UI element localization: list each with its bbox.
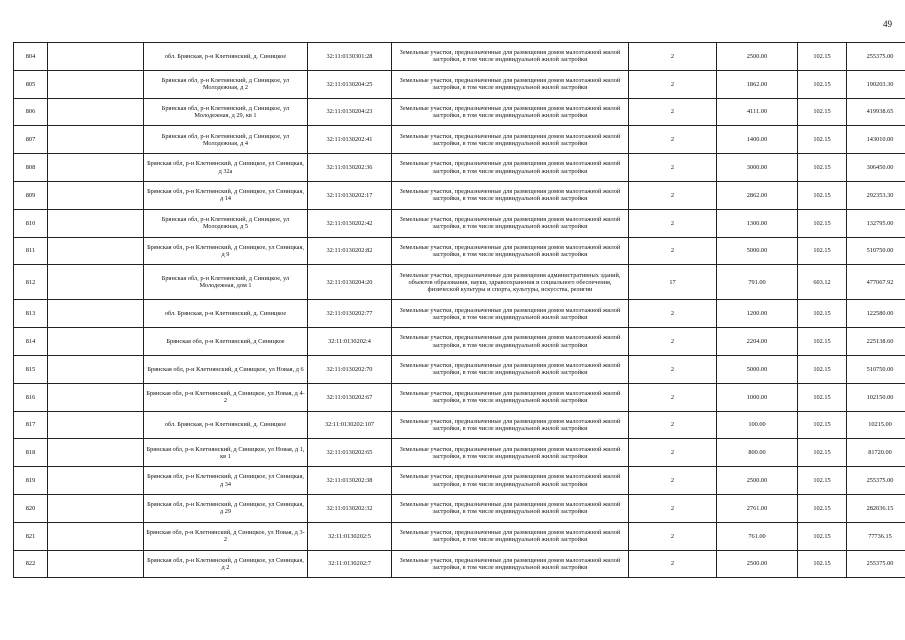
table-row bbox=[14, 237, 905, 265]
area-cell: 100.00 bbox=[717, 411, 798, 439]
address-cell: Брянская обл, р-н Клетнянский, д Синицкое, ул Молодежная, дом 1 bbox=[144, 265, 308, 300]
rate-cell: 102.15 bbox=[798, 467, 847, 495]
address-cell: Брянская обл, р-н Клетнянский, д Синицкое, ул Новая, д 6 bbox=[144, 355, 308, 383]
cadastral-value-cell: 10215.00 bbox=[847, 411, 905, 439]
blank-cell bbox=[48, 70, 144, 98]
row-number-cell: 805 bbox=[14, 70, 48, 98]
group-cell: 2 bbox=[629, 98, 717, 126]
row-number-cell: 811 bbox=[14, 237, 48, 265]
blank-cell bbox=[48, 209, 144, 237]
row-number-cell: 804 bbox=[14, 43, 48, 71]
cadastral-value-cell: 306450.00 bbox=[847, 154, 905, 182]
blank-cell bbox=[48, 550, 144, 578]
row-number-cell: 806 bbox=[14, 98, 48, 126]
blank-cell bbox=[48, 494, 144, 522]
cadastral-number-cell: 32:11:0130204:20 bbox=[308, 265, 392, 300]
blank-cell bbox=[48, 411, 144, 439]
cadastral-number-cell: 32:11:0130202:4 bbox=[308, 328, 392, 356]
group-cell: 2 bbox=[629, 467, 717, 495]
table-row bbox=[14, 300, 905, 328]
blank-cell bbox=[48, 467, 144, 495]
area-cell: 3000.00 bbox=[717, 154, 798, 182]
area-cell: 800.00 bbox=[717, 439, 798, 467]
cadastral-number-cell: 32:11:0130202:107 bbox=[308, 411, 392, 439]
area-cell: 2204.00 bbox=[717, 328, 798, 356]
land-register-table bbox=[13, 42, 905, 578]
row-number-cell: 807 bbox=[14, 126, 48, 154]
blank-cell bbox=[48, 126, 144, 154]
row-number-cell: 808 bbox=[14, 154, 48, 182]
blank-cell bbox=[48, 300, 144, 328]
table-row bbox=[14, 209, 905, 237]
land-use-cell: Земельные участки, предназначенные для размещения домов малоэтажной жилой застройки, в том числе индивидуальной жилой застройки bbox=[392, 126, 629, 154]
row-number-cell: 812 bbox=[14, 265, 48, 300]
address-cell: Брянская обл, р-н Клетнянский, д Синицкое, ул Новая, д 3-2 bbox=[144, 522, 308, 550]
table-row bbox=[14, 98, 905, 126]
rate-cell: 102.15 bbox=[798, 522, 847, 550]
table-row bbox=[14, 43, 905, 71]
table-row bbox=[14, 154, 905, 182]
group-cell: 2 bbox=[629, 43, 717, 71]
cadastral-value-cell: 510750.00 bbox=[847, 355, 905, 383]
blank-cell bbox=[48, 439, 144, 467]
cadastral-number-cell: 32:11:0130301:28 bbox=[308, 43, 392, 71]
rate-cell: 102.15 bbox=[798, 70, 847, 98]
address-cell: обл. Брянская, р-н Клетнянский, д. Синицкое bbox=[144, 300, 308, 328]
blank-cell bbox=[48, 98, 144, 126]
table-row bbox=[14, 383, 905, 411]
row-number-cell: 822 bbox=[14, 550, 48, 578]
area-cell: 1300.00 bbox=[717, 209, 798, 237]
rate-cell: 102.15 bbox=[798, 439, 847, 467]
cadastral-value-cell: 255375.00 bbox=[847, 467, 905, 495]
area-cell: 4111.00 bbox=[717, 98, 798, 126]
table-row bbox=[14, 494, 905, 522]
land-use-cell: Земельные участки, предназначенные для размещения домов малоэтажной жилой застройки, в том числе индивидуальной жилой застройки bbox=[392, 467, 629, 495]
group-cell: 2 bbox=[629, 550, 717, 578]
land-use-cell: Земельные участки, предназначенные для размещения домов малоэтажной жилой застройки, в том числе индивидуальной жилой застройки bbox=[392, 355, 629, 383]
address-cell: Брянская обл, р-н Клетнянский, д Синицкое, ул Новая, д 4-2 bbox=[144, 383, 308, 411]
page-number: 49 bbox=[883, 19, 892, 29]
blank-cell bbox=[48, 355, 144, 383]
table-row bbox=[14, 411, 905, 439]
address-cell: Брянская обл, р-н Клетнянский, д Синицкое, ул Молодежная, д 29, кв 1 bbox=[144, 98, 308, 126]
group-cell: 2 bbox=[629, 181, 717, 209]
rate-cell: 102.15 bbox=[798, 181, 847, 209]
blank-cell bbox=[48, 522, 144, 550]
rate-cell: 102.15 bbox=[798, 126, 847, 154]
table-row bbox=[14, 550, 905, 578]
rate-cell: 102.15 bbox=[798, 209, 847, 237]
address-cell: Брянская обл, р-н Клетнянский, д Синицкое, ул Синицкая, д 9 bbox=[144, 237, 308, 265]
cadastral-value-cell: 190203.30 bbox=[847, 70, 905, 98]
table-row bbox=[14, 181, 905, 209]
address-cell: Брянская обл, р-н Клетнянский, д Синицкое, ул Синицкая, д 34 bbox=[144, 467, 308, 495]
table-row bbox=[14, 355, 905, 383]
row-number-cell: 817 bbox=[14, 411, 48, 439]
row-number-cell: 810 bbox=[14, 209, 48, 237]
rate-cell: 102.15 bbox=[798, 383, 847, 411]
address-cell: Брянская обл, р-н Клетнянский, д Синицкое, ул Новая, д 1, кв 1 bbox=[144, 439, 308, 467]
cadastral-value-cell: 477067.92 bbox=[847, 265, 905, 300]
row-number-cell: 818 bbox=[14, 439, 48, 467]
cadastral-value-cell: 292353.30 bbox=[847, 181, 905, 209]
blank-cell bbox=[48, 265, 144, 300]
area-cell: 2500.00 bbox=[717, 43, 798, 71]
cadastral-value-cell: 132795.00 bbox=[847, 209, 905, 237]
cadastral-number-cell: 32:11:0130202:5 bbox=[308, 522, 392, 550]
land-use-cell: Земельные участки, предназначенные для размещения домов малоэтажной жилой застройки, в том числе индивидуальной жилой застройки bbox=[392, 43, 629, 71]
cadastral-number-cell: 32:11:0130202:41 bbox=[308, 126, 392, 154]
area-cell: 2500.00 bbox=[717, 550, 798, 578]
area-cell: 5000.00 bbox=[717, 355, 798, 383]
cadastral-number-cell: 32:11:0130202:32 bbox=[308, 494, 392, 522]
rate-cell: 102.15 bbox=[798, 154, 847, 182]
table-row bbox=[14, 467, 905, 495]
group-cell: 17 bbox=[629, 265, 717, 300]
group-cell: 2 bbox=[629, 300, 717, 328]
address-cell: Брянская обл, р-н Клетнянский, д Синицкое, ул Синицкая, д 32а bbox=[144, 154, 308, 182]
table-row bbox=[14, 522, 905, 550]
cadastral-number-cell: 32:11:0130202:42 bbox=[308, 209, 392, 237]
row-number-cell: 815 bbox=[14, 355, 48, 383]
cadastral-number-cell: 32:11:0130202:36 bbox=[308, 154, 392, 182]
row-number-cell: 819 bbox=[14, 467, 48, 495]
address-cell: Брянская обл, р-н Клетнянский, д Синицкое, ул Молодежная, д 4 bbox=[144, 126, 308, 154]
land-use-cell: Земельные участки, предназначенные для размещения домов малоэтажной жилой застройки, в том числе индивидуальной жилой застройки bbox=[392, 494, 629, 522]
area-cell: 1200.00 bbox=[717, 300, 798, 328]
land-use-cell: Земельные участки, предназначенные для размещения домов малоэтажной жилой застройки, в том числе индивидуальной жилой застройки bbox=[392, 411, 629, 439]
rate-cell: 102.15 bbox=[798, 43, 847, 71]
cadastral-number-cell: 32:11:0130202:77 bbox=[308, 300, 392, 328]
cadastral-value-cell: 77736.15 bbox=[847, 522, 905, 550]
area-cell: 761.00 bbox=[717, 522, 798, 550]
group-cell: 2 bbox=[629, 439, 717, 467]
group-cell: 2 bbox=[629, 126, 717, 154]
table-row bbox=[14, 265, 905, 300]
group-cell: 2 bbox=[629, 154, 717, 182]
address-cell: Брянская обл, р-н Клетнянский, д Синицкое, ул Молодежная, д 5 bbox=[144, 209, 308, 237]
blank-cell bbox=[48, 43, 144, 71]
area-cell: 2500.00 bbox=[717, 467, 798, 495]
row-number-cell: 814 bbox=[14, 328, 48, 356]
cadastral-value-cell: 282036.15 bbox=[847, 494, 905, 522]
land-use-cell: Земельные участки, предназначенные для размещения административных зданий, объектов образования, науки, здравоохранения и социального обеспечения, физической культуры и спорта, культуры, искусства, религии bbox=[392, 265, 629, 300]
cadastral-number-cell: 32:11:0130202:67 bbox=[308, 383, 392, 411]
group-cell: 2 bbox=[629, 328, 717, 356]
land-use-cell: Земельные участки, предназначенные для размещения домов малоэтажной жилой застройки, в том числе индивидуальной жилой застройки bbox=[392, 328, 629, 356]
rate-cell: 102.15 bbox=[798, 237, 847, 265]
land-use-cell: Земельные участки, предназначенные для размещения домов малоэтажной жилой застройки, в том числе индивидуальной жилой застройки bbox=[392, 439, 629, 467]
cadastral-value-cell: 255375.00 bbox=[847, 550, 905, 578]
address-cell: Брянская обл, р-н Клетнянский, д Синицкое, ул Синицкая, д 14 bbox=[144, 181, 308, 209]
address-cell: Брянская обл, р-н Клетнянский, д Синицкое, ул Синицкая, д 2 bbox=[144, 550, 308, 578]
cadastral-number-cell: 32:11:0130202:65 bbox=[308, 439, 392, 467]
cadastral-value-cell: 255375.00 bbox=[847, 43, 905, 71]
cadastral-value-cell: 510750.00 bbox=[847, 237, 905, 265]
address-cell: Брянская обл, р-н Клетнянский, д Синицкое, ул Молодежная, д 2 bbox=[144, 70, 308, 98]
group-cell: 2 bbox=[629, 209, 717, 237]
rate-cell: 102.15 bbox=[798, 494, 847, 522]
group-cell: 2 bbox=[629, 383, 717, 411]
cadastral-number-cell: 32:11:0130202:70 bbox=[308, 355, 392, 383]
row-number-cell: 813 bbox=[14, 300, 48, 328]
rate-cell: 102.15 bbox=[798, 550, 847, 578]
land-use-cell: Земельные участки, предназначенные для размещения домов малоэтажной жилой застройки, в том числе индивидуальной жилой застройки bbox=[392, 300, 629, 328]
address-cell: Брянская обл, р-н Клетнянский, д Синицкое, ул Синицкая, д 29 bbox=[144, 494, 308, 522]
land-use-cell: Земельные участки, предназначенные для размещения домов малоэтажной жилой застройки, в том числе индивидуальной жилой застройки bbox=[392, 237, 629, 265]
rate-cell: 102.15 bbox=[798, 98, 847, 126]
rate-cell: 102.15 bbox=[798, 411, 847, 439]
area-cell: 1862.00 bbox=[717, 70, 798, 98]
register-body bbox=[14, 43, 905, 578]
land-use-cell: Земельные участки, предназначенные для размещения домов малоэтажной жилой застройки, в том числе индивидуальной жилой застройки bbox=[392, 181, 629, 209]
cadastral-number-cell: 32:11:0130202:7 bbox=[308, 550, 392, 578]
blank-cell bbox=[48, 237, 144, 265]
area-cell: 1400.00 bbox=[717, 126, 798, 154]
blank-cell bbox=[48, 328, 144, 356]
cadastral-number-cell: 32:11:0130202:38 bbox=[308, 467, 392, 495]
address-cell: обл. Брянская, р-н Клетнянский, д. Синицкое bbox=[144, 43, 308, 71]
table-row bbox=[14, 328, 905, 356]
table-row bbox=[14, 439, 905, 467]
cadastral-number-cell: 32:11:0130202:17 bbox=[308, 181, 392, 209]
rate-cell: 603.12 bbox=[798, 265, 847, 300]
area-cell: 1000.00 bbox=[717, 383, 798, 411]
address-cell: обл. Брянская, р-н Клетнянский, д. Синицкое bbox=[144, 411, 308, 439]
group-cell: 2 bbox=[629, 355, 717, 383]
blank-cell bbox=[48, 154, 144, 182]
land-use-cell: Земельные участки, предназначенные для размещения домов малоэтажной жилой застройки, в том числе индивидуальной жилой застройки bbox=[392, 522, 629, 550]
area-cell: 2761.00 bbox=[717, 494, 798, 522]
land-use-cell: Земельные участки, предназначенные для размещения домов малоэтажной жилой застройки, в том числе индивидуальной жилой застройки bbox=[392, 98, 629, 126]
group-cell: 2 bbox=[629, 494, 717, 522]
blank-cell bbox=[48, 181, 144, 209]
row-number-cell: 816 bbox=[14, 383, 48, 411]
land-use-cell: Земельные участки, предназначенные для размещения домов малоэтажной жилой застройки, в том числе индивидуальной жилой застройки bbox=[392, 550, 629, 578]
cadastral-number-cell: 32:11:0130204:23 bbox=[308, 98, 392, 126]
land-use-cell: Земельные участки, предназначенные для размещения домов малоэтажной жилой застройки, в том числе индивидуальной жилой застройки bbox=[392, 154, 629, 182]
cadastral-value-cell: 102150.00 bbox=[847, 383, 905, 411]
group-cell: 2 bbox=[629, 522, 717, 550]
row-number-cell: 809 bbox=[14, 181, 48, 209]
cadastral-number-cell: 32:11:0130204:25 bbox=[308, 70, 392, 98]
area-cell: 5000.00 bbox=[717, 237, 798, 265]
land-use-cell: Земельные участки, предназначенные для размещения домов малоэтажной жилой застройки, в том числе индивидуальной жилой застройки bbox=[392, 383, 629, 411]
cadastral-value-cell: 122580.00 bbox=[847, 300, 905, 328]
rate-cell: 102.15 bbox=[798, 328, 847, 356]
cadastral-value-cell: 143010.00 bbox=[847, 126, 905, 154]
group-cell: 2 bbox=[629, 411, 717, 439]
area-cell: 2862.00 bbox=[717, 181, 798, 209]
rate-cell: 102.15 bbox=[798, 300, 847, 328]
row-number-cell: 820 bbox=[14, 494, 48, 522]
row-number-cell: 821 bbox=[14, 522, 48, 550]
address-cell: Брянская обл, р-н Клетнянский, д Синицкое bbox=[144, 328, 308, 356]
group-cell: 2 bbox=[629, 70, 717, 98]
table-row bbox=[14, 126, 905, 154]
land-use-cell: Земельные участки, предназначенные для размещения домов малоэтажной жилой застройки, в том числе индивидуальной жилой застройки bbox=[392, 70, 629, 98]
cadastral-number-cell: 32:11:0130202:82 bbox=[308, 237, 392, 265]
cadastral-value-cell: 419938.65 bbox=[847, 98, 905, 126]
cadastral-value-cell: 81720.00 bbox=[847, 439, 905, 467]
land-use-cell: Земельные участки, предназначенные для размещения домов малоэтажной жилой застройки, в том числе индивидуальной жилой застройки bbox=[392, 209, 629, 237]
cadastral-value-cell: 225138.60 bbox=[847, 328, 905, 356]
blank-cell bbox=[48, 383, 144, 411]
area-cell: 791.00 bbox=[717, 265, 798, 300]
table-row bbox=[14, 70, 905, 98]
rate-cell: 102.15 bbox=[798, 355, 847, 383]
group-cell: 2 bbox=[629, 237, 717, 265]
